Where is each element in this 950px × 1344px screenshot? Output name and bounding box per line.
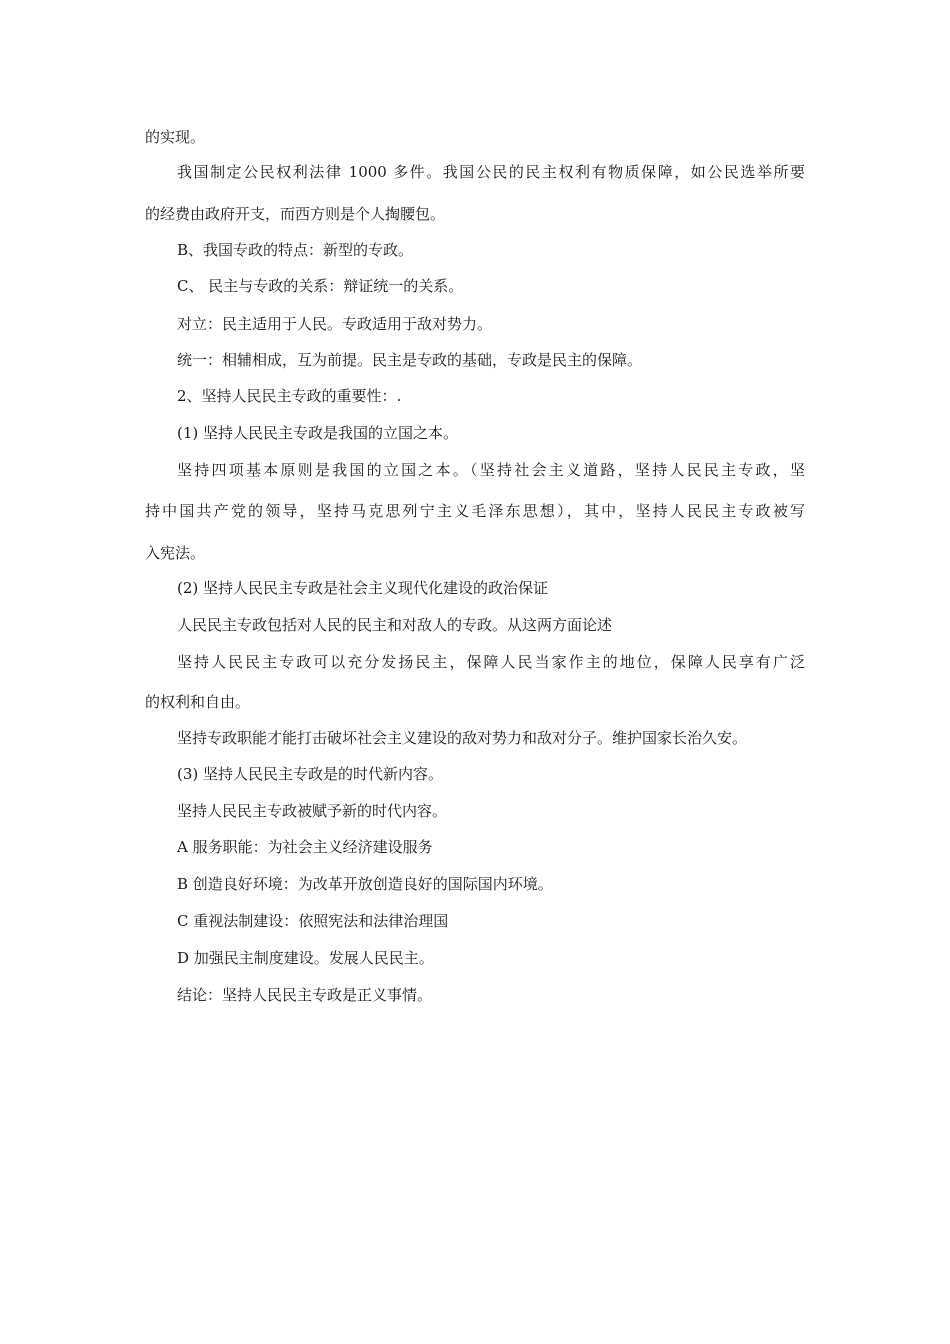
paragraph-line: 持中国共产党的领导，坚持马克思列宁主义毛泽东思想），其中，坚持人民民主专政被写: [145, 502, 805, 520]
paragraph-line: (3) 坚持人民民主专政是的时代新内容。: [177, 765, 444, 783]
paragraph-line: 入宪法。: [145, 544, 206, 562]
paragraph-line: 统一：相辅相成，互为前提。民主是专政的基础，专政是民主的保障。: [177, 351, 643, 369]
paragraph-line: B 创造良好环境：为改革开放创造良好的国际国内环境。: [177, 875, 553, 893]
paragraph-line: 人民民主专政包括对人民的民主和对敌人的专政。从这两方面论述: [177, 616, 613, 634]
paragraph-line: 结论：坚持人民民主专政是正义事情。: [177, 986, 433, 1004]
paragraph-line: 2、坚持人民民主专政的重要性：.: [177, 387, 402, 405]
paragraph-line: 的实现。: [145, 128, 206, 146]
paragraph-line: 坚持人民民主专政被赋予新的时代内容。: [177, 802, 448, 820]
paragraph-line: 的权利和自由。: [145, 693, 251, 711]
paragraph-line: C 重视法制建设：依照宪法和法律治理国: [177, 912, 449, 930]
paragraph-line: (2) 坚持人民民主专政是社会主义现代化建设的政治保证: [177, 579, 549, 597]
paragraph-line: 坚持专政职能才能打击破坏社会主义建设的敌对势力和敌对分子。维护国家长治久安。: [177, 729, 748, 747]
paragraph-line: 坚持人民民主专政可以充分发扬民主，保障人民当家作主的地位，保障人民享有广泛: [177, 653, 805, 671]
paragraph-line: (1) 坚持人民民主专政是我国的立国之本。: [177, 424, 459, 442]
paragraph-line: 的经费由政府开支，而西方则是个人掏腰包。: [145, 205, 446, 223]
paragraph-line: 对立：民主适用于人民。专政适用于敌对势力。: [177, 315, 493, 333]
paragraph-line: 我国制定公民权利法律 1000 多件。我国公民的民主权利有物质保障，如公民选举所要: [177, 163, 805, 181]
paragraph-line: C、 民主与专政的关系：辩证统一的关系。: [177, 277, 464, 295]
paragraph-line: D 加强民主制度建设。发展人民民主。: [177, 949, 434, 967]
paragraph-line: 坚持四项基本原则是我国的立国之本。（坚持社会主义道路，坚持人民民主专政，坚: [177, 461, 805, 479]
paragraph-line: A 服务职能：为社会主义经济建设服务: [177, 838, 433, 856]
paragraph-line: B、我国专政的特点：新型的专政。: [177, 241, 414, 259]
